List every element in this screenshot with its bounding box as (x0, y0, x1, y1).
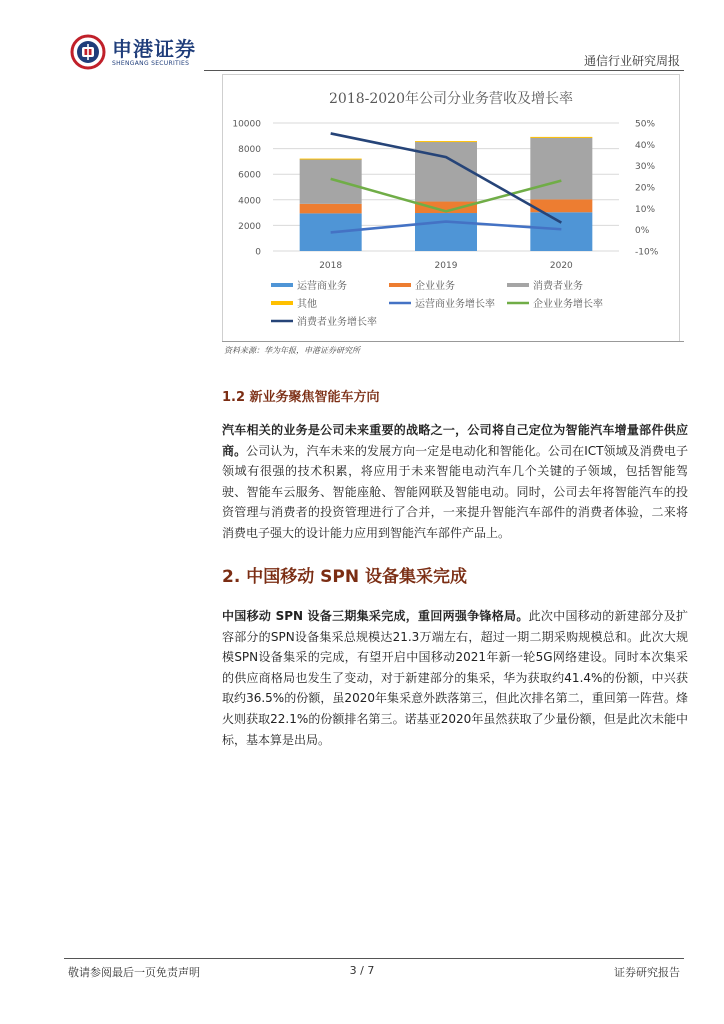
header-divider (204, 70, 684, 71)
right-tick-label: 50% (635, 119, 656, 130)
logo-mark-icon (70, 34, 106, 70)
legend-swatch (271, 283, 293, 287)
revenue-chart (222, 74, 680, 342)
source-divider (222, 341, 684, 342)
left-tick-label: 4000 (238, 196, 261, 207)
legend-label: 其他 (297, 299, 317, 310)
chart-title: 2018-2020年公司分业务营收及增长率 (329, 91, 573, 107)
left-tick-label: 6000 (238, 170, 261, 181)
logo-name-cn: 申港证券 (112, 36, 196, 61)
company-logo (70, 34, 196, 70)
bar-segment (530, 137, 592, 138)
revenue-chart-svg (223, 75, 679, 341)
bar-segment (530, 212, 592, 251)
footer-divider (64, 958, 684, 959)
report-type: 通信行业研究周报 (583, 54, 680, 68)
legend-label: 运营商业务 (297, 281, 347, 292)
section-2-body: 此次中国移动的新建部分及扩容部分的SPN设备集采总规模达21.3万端左右，超过一期二期采购规模总和。此次大规模SPN设备集采的完成，有望开启中国移动2021年新一轮5G网络建设。同时本次集采的供应商格局也发生了变动，对于新建部分的集采，华为获取约41.4%的份额，中兴获取约36.5%的份额，虽2020年集采意外跌落第三，但此次排名第二，重回第一阵营。烽火则获取22.1%的份额排名第三。诺基亚2020年虽然获取了少量份额，但是此次未能中标，基本算是出局。 (222, 609, 688, 747)
bar-segment (415, 141, 477, 142)
section-1-2-paragraph (222, 420, 688, 544)
section-2-lead: 中国移动 SPN 设备三期集采完成，重回两强争锋格局。 (222, 609, 529, 623)
legend-swatch (271, 301, 293, 305)
legend-swatch (507, 283, 529, 287)
bar-segment (300, 159, 362, 160)
left-tick-label: 10000 (232, 119, 261, 130)
left-tick-label: 0 (255, 247, 261, 258)
right-tick-label: 20% (635, 183, 656, 194)
left-tick-label: 8000 (238, 145, 261, 156)
legend-label: 企业业务增长率 (533, 299, 603, 310)
section-heading-1-2: 1.2 新业务聚焦智能车方向 (222, 390, 380, 405)
right-tick-label: 0% (635, 226, 650, 237)
footer-disclaimer: 敬请参阅最后一页免责声明 (68, 966, 200, 979)
x-tick-label: 2019 (434, 261, 458, 271)
chart-source: 资料来源：华为年报，申港证券研究所 (224, 346, 360, 355)
bar-segment (300, 159, 362, 204)
x-tick-label: 2018 (319, 261, 343, 271)
right-tick-label: -10% (635, 247, 659, 258)
right-tick-label: 10% (635, 204, 656, 215)
legend-label: 运营商业务增长率 (415, 299, 495, 310)
legend-label: 消费者业务 (533, 281, 583, 292)
bar-segment (415, 142, 477, 202)
left-tick-label: 2000 (238, 221, 261, 232)
section-heading-2: 2. 中国移动 SPN 设备集采完成 (222, 567, 467, 587)
bar-segment (300, 204, 362, 214)
legend-swatch (389, 283, 411, 287)
page-number: 3 / 7 (349, 964, 375, 977)
right-tick-label: 40% (635, 140, 656, 151)
section-2-paragraph (222, 606, 688, 750)
right-tick-label: 30% (635, 162, 656, 173)
x-tick-label: 2020 (549, 261, 573, 271)
footer-report-label: 证券研究报告 (614, 966, 680, 979)
bar-segment (530, 138, 592, 200)
legend-label: 消费者业务增长率 (297, 317, 377, 328)
bar-segment (415, 213, 477, 251)
legend-label: 企业业务 (415, 281, 455, 292)
logo-name-en: SHENGANG SECURITIES (112, 59, 190, 67)
section-1-2-lead: 汽车相关的业务是公司未来重要的战略之一，公司将自己定位为智能汽车增量部件供应商。 (222, 423, 688, 458)
section-1-2-body: 公司认为，汽车未来的发展方向一定是电动化和智能化。公司在ICT领域及消费电子领域有很强的技术积累，将应用于未来智能电动汽车几个关键的子领域，包括智能驾驶、智能车云服务、智能座舱、智能网联及智能电动。同时，公司去年将智能汽车的投资管理与消费者的投资管理进行了合并，一来提升智能汽车部件的消费者体验，二来将消费电子强大的设计能力应用到智能汽车部件产品上。 (222, 443, 688, 540)
